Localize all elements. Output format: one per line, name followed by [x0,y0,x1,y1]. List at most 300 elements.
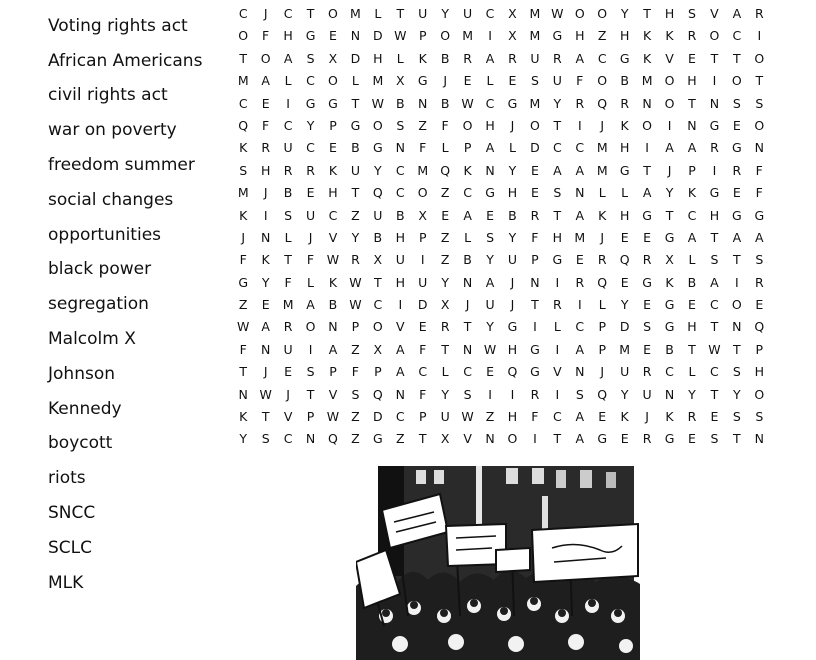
grid-letter: C [463,185,472,201]
grid-letter: E [261,95,270,111]
grid-letter: C [283,431,293,447]
grid-letter: O [260,50,271,66]
grid-letter: H [507,409,518,425]
grid-letter: E [732,185,741,201]
grid-letter: E [329,28,337,44]
grid-letter: I [263,207,268,223]
grid-letter: F [419,341,427,357]
grid-letter: J [263,6,268,21]
grid-letter: O [507,431,518,447]
grid-letter: K [239,409,248,425]
grid-letter: L [441,140,449,156]
grid-letter: I [488,28,492,44]
grid-letter: Q [597,386,608,402]
grid-letter: N [350,28,361,44]
grid-letter: D [350,50,361,66]
grid-letter: A [575,409,585,425]
grid-letter: L [553,319,561,335]
grid-letter: P [418,409,427,425]
grid-letter: K [328,162,338,178]
grid-letter: I [555,274,560,290]
grid-letter: I [510,386,515,402]
grid-letter: F [531,229,539,245]
grid-letter: N [260,341,271,357]
grid-letter: J [645,409,649,425]
grid-letter: O [440,28,451,44]
grid-letter: F [239,341,247,357]
grid-letter: W [461,95,474,111]
grid-letter: G [305,28,316,44]
grid-letter: A [710,274,719,290]
grid-letter: O [574,6,585,21]
grid-letter: P [329,117,337,133]
grid-letter: P [688,162,696,178]
grid-letter: T [710,386,719,402]
grid-letter: U [440,409,450,425]
grid-letter: S [351,386,360,402]
grid-letter: T [688,341,696,357]
grid-letter: R [283,162,293,178]
grid-letter: P [306,409,315,425]
grid-letter: N [305,431,316,447]
grid-letter: S [710,431,719,447]
grid-letter: A [755,229,764,245]
grid-letter: O [328,73,338,89]
grid-letter: Y [486,252,494,268]
grid-letter: T [733,341,741,357]
grid-letter: W [326,409,340,425]
grid-letter: U [305,207,316,223]
grid-letter: N [260,229,271,245]
grid-letter: N [530,274,540,290]
grid-letter: V [283,409,293,425]
grid-letter: G [485,185,495,201]
grid-letter: Z [238,297,248,313]
grid-letter: L [598,185,606,201]
grid-letter: U [418,6,428,21]
grid-letter: Q [754,319,765,335]
grid-letter: U [463,6,473,21]
grid-letter: E [710,409,719,425]
grid-letter: C [463,364,472,380]
grid-letter: X [328,50,338,66]
grid-letter: R [597,252,607,268]
grid-letter: B [463,252,472,268]
grid-letter: G [417,73,428,89]
grid-letter: J [510,274,515,290]
grid-letter: D [619,319,630,335]
grid-letter: I [735,274,739,290]
grid-letter: U [552,73,562,89]
grid-letter: V [710,6,719,21]
grid-letter: C [575,140,585,156]
grid-letter: A [328,341,338,357]
grid-letter: V [328,229,338,245]
grid-letter: I [420,252,425,268]
grid-letter: N [664,386,675,402]
grid-letter: A [575,431,585,447]
grid-letter: J [600,117,605,133]
grid-letter: Z [351,341,360,357]
grid-letter: S [396,117,405,133]
grid-letter: G [619,50,630,66]
grid-letter: H [395,229,405,245]
grid-letter: Q [372,386,383,402]
grid-letter: F [262,28,270,44]
grid-letter: Y [688,386,696,402]
grid-letter: T [553,117,562,133]
word-list-item: SNCC [48,502,96,523]
grid-letter: C [395,162,405,178]
word-list-item: opportunities [48,224,162,245]
grid-letter: A [463,207,472,223]
grid-letter: W [259,386,272,402]
grid-letter: H [687,73,697,89]
grid-letter: J [600,364,605,380]
grid-letter: B [395,207,405,223]
grid-letter: R [530,386,540,402]
word-list-item: segregation [48,294,149,315]
grid-letter: X [373,341,383,357]
grid-letter: B [440,50,450,66]
grid-letter: N [575,185,585,201]
grid-letter: U [350,162,360,178]
grid-letter: E [486,207,494,223]
grid-letter: S [306,364,315,380]
grid-letter: C [597,50,607,66]
grid-letter: O [597,6,608,21]
grid-letter: G [597,431,608,447]
grid-letter: R [440,319,450,335]
grid-letter: X [665,252,674,268]
grid-letter: J [263,185,268,201]
grid-letter: T [733,252,741,268]
grid-letter: T [284,252,292,268]
grid-letter: V [553,364,562,380]
grid-letter: Y [486,319,494,335]
grid-letter: F [755,162,763,178]
grid-letter: H [552,229,563,245]
word-search-grid [232,3,771,451]
grid-letter: Y [508,162,517,178]
grid-letter: Z [485,409,495,425]
grid-letter: G [328,95,338,111]
grid-letter: R [553,297,562,313]
grid-letter: F [239,252,247,268]
grid-letter: O [372,319,383,335]
grid-letter: M [529,28,541,44]
grid-letter: H [709,207,720,223]
grid-letter: O [709,28,720,44]
grid-letter: H [260,162,271,178]
word-list-item: boycott [48,433,113,454]
grid-letter: B [508,207,517,223]
grid-letter: I [533,319,537,335]
grid-letter: S [553,185,562,201]
grid-letter: G [350,117,361,133]
grid-letter: U [373,207,383,223]
grid-letter: T [239,50,248,66]
grid-letter: S [755,95,764,111]
grid-letter: O [328,6,338,21]
grid-letter: E [620,274,629,290]
grid-letter: F [306,252,315,268]
grid-letter: A [732,229,742,245]
grid-letter: C [306,73,315,89]
grid-letter: J [308,229,313,245]
grid-letter: E [643,297,652,313]
grid-letter: A [261,319,270,335]
grid-letter: N [395,140,405,156]
grid-letter: B [373,229,383,245]
grid-letter: F [755,185,763,201]
grid-letter: C [306,140,315,156]
grid-letter: I [577,297,582,313]
grid-letter: K [665,409,674,425]
grid-letter: A [485,140,495,156]
grid-letter: C [485,6,495,21]
grid-letter: W [461,409,474,425]
grid-letter: N [687,117,697,133]
grid-letter: R [508,50,517,66]
grid-letter: O [754,117,765,133]
grid-letter: W [237,319,250,335]
grid-letter: T [643,6,651,21]
grid-letter: A [687,229,697,245]
grid-letter: E [688,50,696,66]
grid-letter: N [418,95,428,111]
grid-letter: I [398,297,403,313]
grid-letter: A [261,73,270,89]
grid-letter: W [371,95,385,111]
grid-letter: M [529,6,541,21]
grid-letter: A [396,341,405,357]
grid-letter: F [419,386,427,402]
grid-letter: M [282,297,294,313]
grid-letter: D [417,297,428,313]
grid-letter: M [462,28,473,44]
grid-letter: T [643,162,651,178]
grid-letter: Z [440,252,450,268]
grid-letter: T [351,95,360,111]
grid-letter: R [732,162,742,178]
grid-letter: G [754,207,765,223]
grid-letter: Y [620,386,629,402]
grid-letter: U [283,140,293,156]
grid-letter: J [667,162,672,178]
grid-letter: A [665,140,674,156]
grid-letter: T [553,207,562,223]
grid-letter: Q [619,252,630,268]
grid-letter: L [508,140,516,156]
grid-letter: B [687,274,697,290]
grid-letter: K [239,140,248,156]
grid-letter: Y [261,274,270,290]
grid-letter: I [667,117,672,133]
grid-letter: N [485,431,495,447]
grid-letter: E [620,229,629,245]
grid-letter: R [754,274,764,290]
grid-letter: U [507,252,518,268]
grid-letter: T [261,409,270,425]
grid-letter: H [485,117,495,133]
grid-letter: H [283,28,293,44]
grid-letter: L [307,274,315,290]
grid-letter: P [755,341,764,357]
grid-letter: T [351,185,360,201]
grid-letter: Z [351,409,360,425]
word-list-item: African Americans [48,50,203,71]
grid-letter: I [757,28,762,44]
grid-letter: M [619,341,631,357]
grid-letter: G [732,140,742,156]
grid-letter: Z [351,207,360,223]
grid-letter: O [372,117,383,133]
grid-letter: T [733,50,741,66]
grid-letter: E [284,364,293,380]
grid-letter: K [239,207,248,223]
grid-letter: T [306,6,315,21]
grid-letter: T [441,341,449,357]
grid-letter: G [552,28,563,44]
grid-letter: L [351,73,359,89]
grid-letter: J [510,117,515,133]
grid-letter: T [710,229,719,245]
grid-letter: U [395,252,405,268]
grid-letter: S [284,207,293,223]
grid-letter: A [642,185,652,201]
grid-letter: B [620,73,629,89]
grid-letter: E [575,252,584,268]
grid-letter: U [530,50,540,66]
grid-letter: Q [597,274,608,290]
grid-letter: A [553,162,562,178]
grid-letter: S [755,409,764,425]
grid-letter: U [283,341,293,357]
grid-letter: S [732,95,741,111]
grid-letter: G [619,162,630,178]
grid-letter: S [575,386,584,402]
grid-letter: X [418,207,427,223]
grid-letter: N [575,364,585,380]
grid-letter: R [283,319,293,335]
grid-letter: I [488,386,492,402]
grid-letter: F [441,117,449,133]
grid-letter: K [598,207,607,223]
grid-letter: C [665,364,674,380]
grid-letter: N [238,386,248,402]
grid-letter: R [530,207,540,223]
grid-letter: B [351,140,360,156]
grid-letter: R [575,274,585,290]
grid-letter: W [326,252,340,268]
grid-letter: K [620,409,629,425]
grid-letter: F [531,409,539,425]
grid-letter: E [418,319,427,335]
grid-letter: A [283,50,293,66]
grid-letter: E [620,431,629,447]
grid-letter: I [286,95,290,111]
grid-letter: Z [440,185,450,201]
grid-letter: I [555,341,560,357]
grid-letter: V [665,50,674,66]
grid-letter: H [507,341,518,357]
grid-letter: Z [440,229,450,245]
grid-letter: R [261,140,270,156]
grid-letter: A [575,341,585,357]
word-list-item: Kennedy [48,398,122,419]
grid-letter: L [441,364,449,380]
grid-letter: O [462,117,473,133]
grid-letter: A [575,50,585,66]
grid-letter: E [643,341,652,357]
grid-letter: T [306,386,315,402]
grid-letter: G [664,319,675,335]
grid-letter: K [261,252,270,268]
grid-letter: K [328,274,338,290]
grid-letter: L [688,364,696,380]
grid-letter: R [351,252,360,268]
grid-letter: O [664,73,675,89]
grid-letter: I [577,117,582,133]
grid-letter: O [754,386,765,402]
grid-letter: S [755,252,764,268]
grid-letter: P [374,364,382,380]
grid-letter: Y [733,386,741,402]
grid-letter: R [710,140,719,156]
grid-letter: I [533,431,537,447]
grid-letter: S [261,431,270,447]
grid-letter: X [395,73,405,89]
grid-letter: E [306,185,315,201]
grid-letter: O [529,117,540,133]
grid-letter: C [687,207,697,223]
grid-letter: C [373,297,383,313]
grid-letter: S [732,409,741,425]
grid-letter: R [754,6,764,21]
grid-letter: H [619,207,630,223]
grid-letter: K [642,28,652,44]
grid-letter: M [529,95,541,111]
grid-letter: Y [620,6,629,21]
grid-letter: E [530,162,539,178]
grid-letter: B [395,95,405,111]
grid-letter: C [395,185,405,201]
grid-letter: G [709,185,720,201]
grid-letter: C [395,409,405,425]
grid-letter: G [373,140,383,156]
grid-letter: P [418,28,427,44]
grid-letter: E [643,229,652,245]
grid-letter: R [687,28,697,44]
grid-letter: R [553,50,562,66]
grid-letter: U [418,274,428,290]
grid-letter: J [263,364,268,380]
grid-letter: V [396,319,405,335]
grid-letter: V [463,431,472,447]
grid-letter: G [507,95,518,111]
grid-letter: H [619,140,630,156]
grid-letter: R [687,409,697,425]
grid-letter: X [440,431,450,447]
grid-letter: J [286,386,290,402]
grid-letter: M [641,73,653,89]
word-list-item: SCLC [48,537,93,558]
grid-letter: F [576,73,584,89]
grid-letter: I [712,73,717,89]
grid-letter: Q [238,117,249,133]
grid-letter: H [507,185,518,201]
